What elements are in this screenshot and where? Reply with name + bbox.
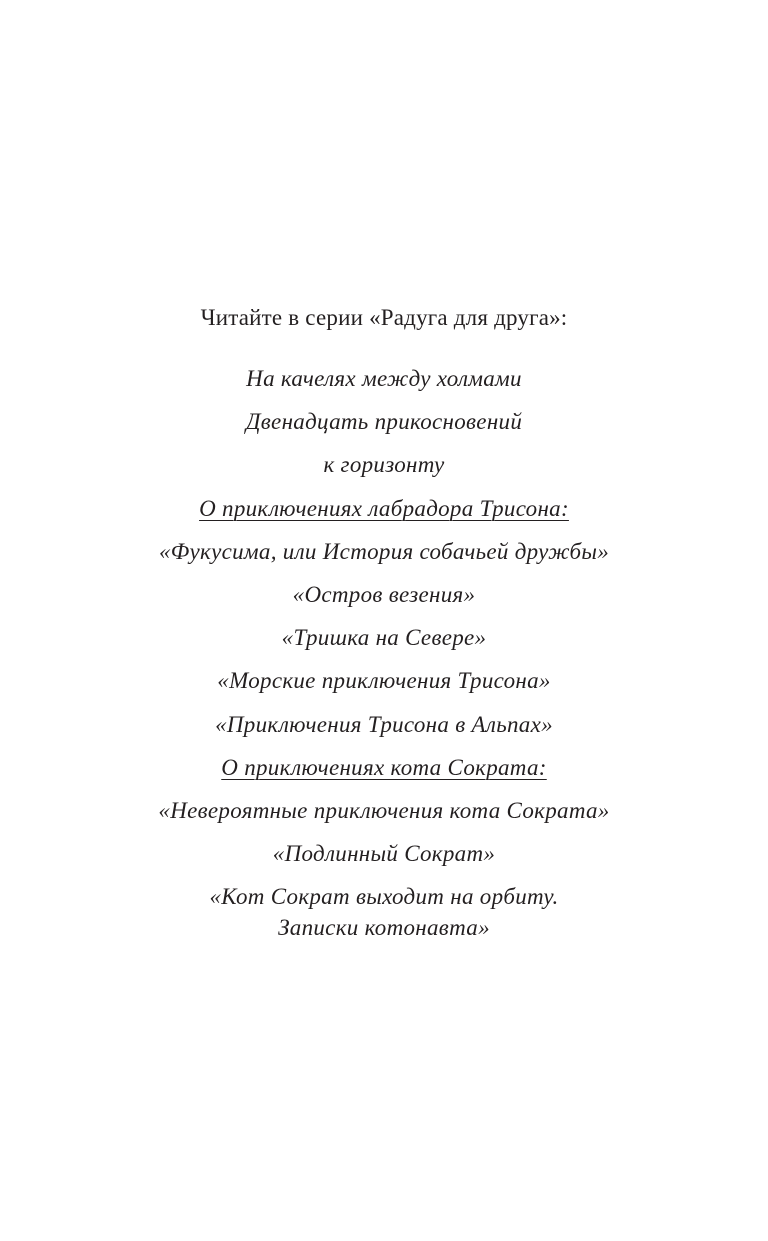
- list-item: [0, 363, 768, 395]
- list-item: [0, 449, 768, 481]
- list-item: [0, 709, 768, 741]
- series-heading: Читайте в серии «Радуга для друга»:: [200, 305, 568, 330]
- list-item: [0, 838, 768, 870]
- book-title: Двенадцать прикосновений: [245, 409, 523, 435]
- list-item: [0, 881, 768, 943]
- subheading-text: О приключениях лабрадора Трисона:: [199, 495, 569, 521]
- subheading-text: О приключениях кота Сократа:: [221, 754, 547, 780]
- subheading-trison: [0, 493, 768, 525]
- series-book-list: [0, 363, 768, 954]
- list-item: [0, 795, 768, 827]
- list-item: [0, 536, 768, 568]
- book-title: «Остров везения»: [292, 581, 476, 607]
- book-title: к горизонту: [323, 452, 445, 478]
- book-title: «Невероятные приключения кота Сократа»: [158, 797, 610, 823]
- book-title: «Морские приключения Трисона»: [217, 668, 551, 694]
- list-item: [0, 665, 768, 697]
- list-item: [0, 622, 768, 654]
- book-title-line-1: «Кот Сократ выходит на орбиту.: [209, 884, 559, 910]
- list-item: [0, 406, 768, 438]
- list-item: [0, 579, 768, 611]
- subheading-socrates: [0, 752, 768, 784]
- book-title: «Тришка на Севере»: [281, 625, 487, 651]
- book-title: «Приключения Трисона в Альпах»: [215, 711, 553, 737]
- book-title: На качелях между холмами: [246, 366, 522, 391]
- book-title-line-2: Записки котонавта»: [278, 915, 490, 941]
- book-title: «Фукусима, или История собачьей дружбы»: [158, 538, 610, 564]
- book-title: «Подлинный Сократ»: [272, 841, 496, 867]
